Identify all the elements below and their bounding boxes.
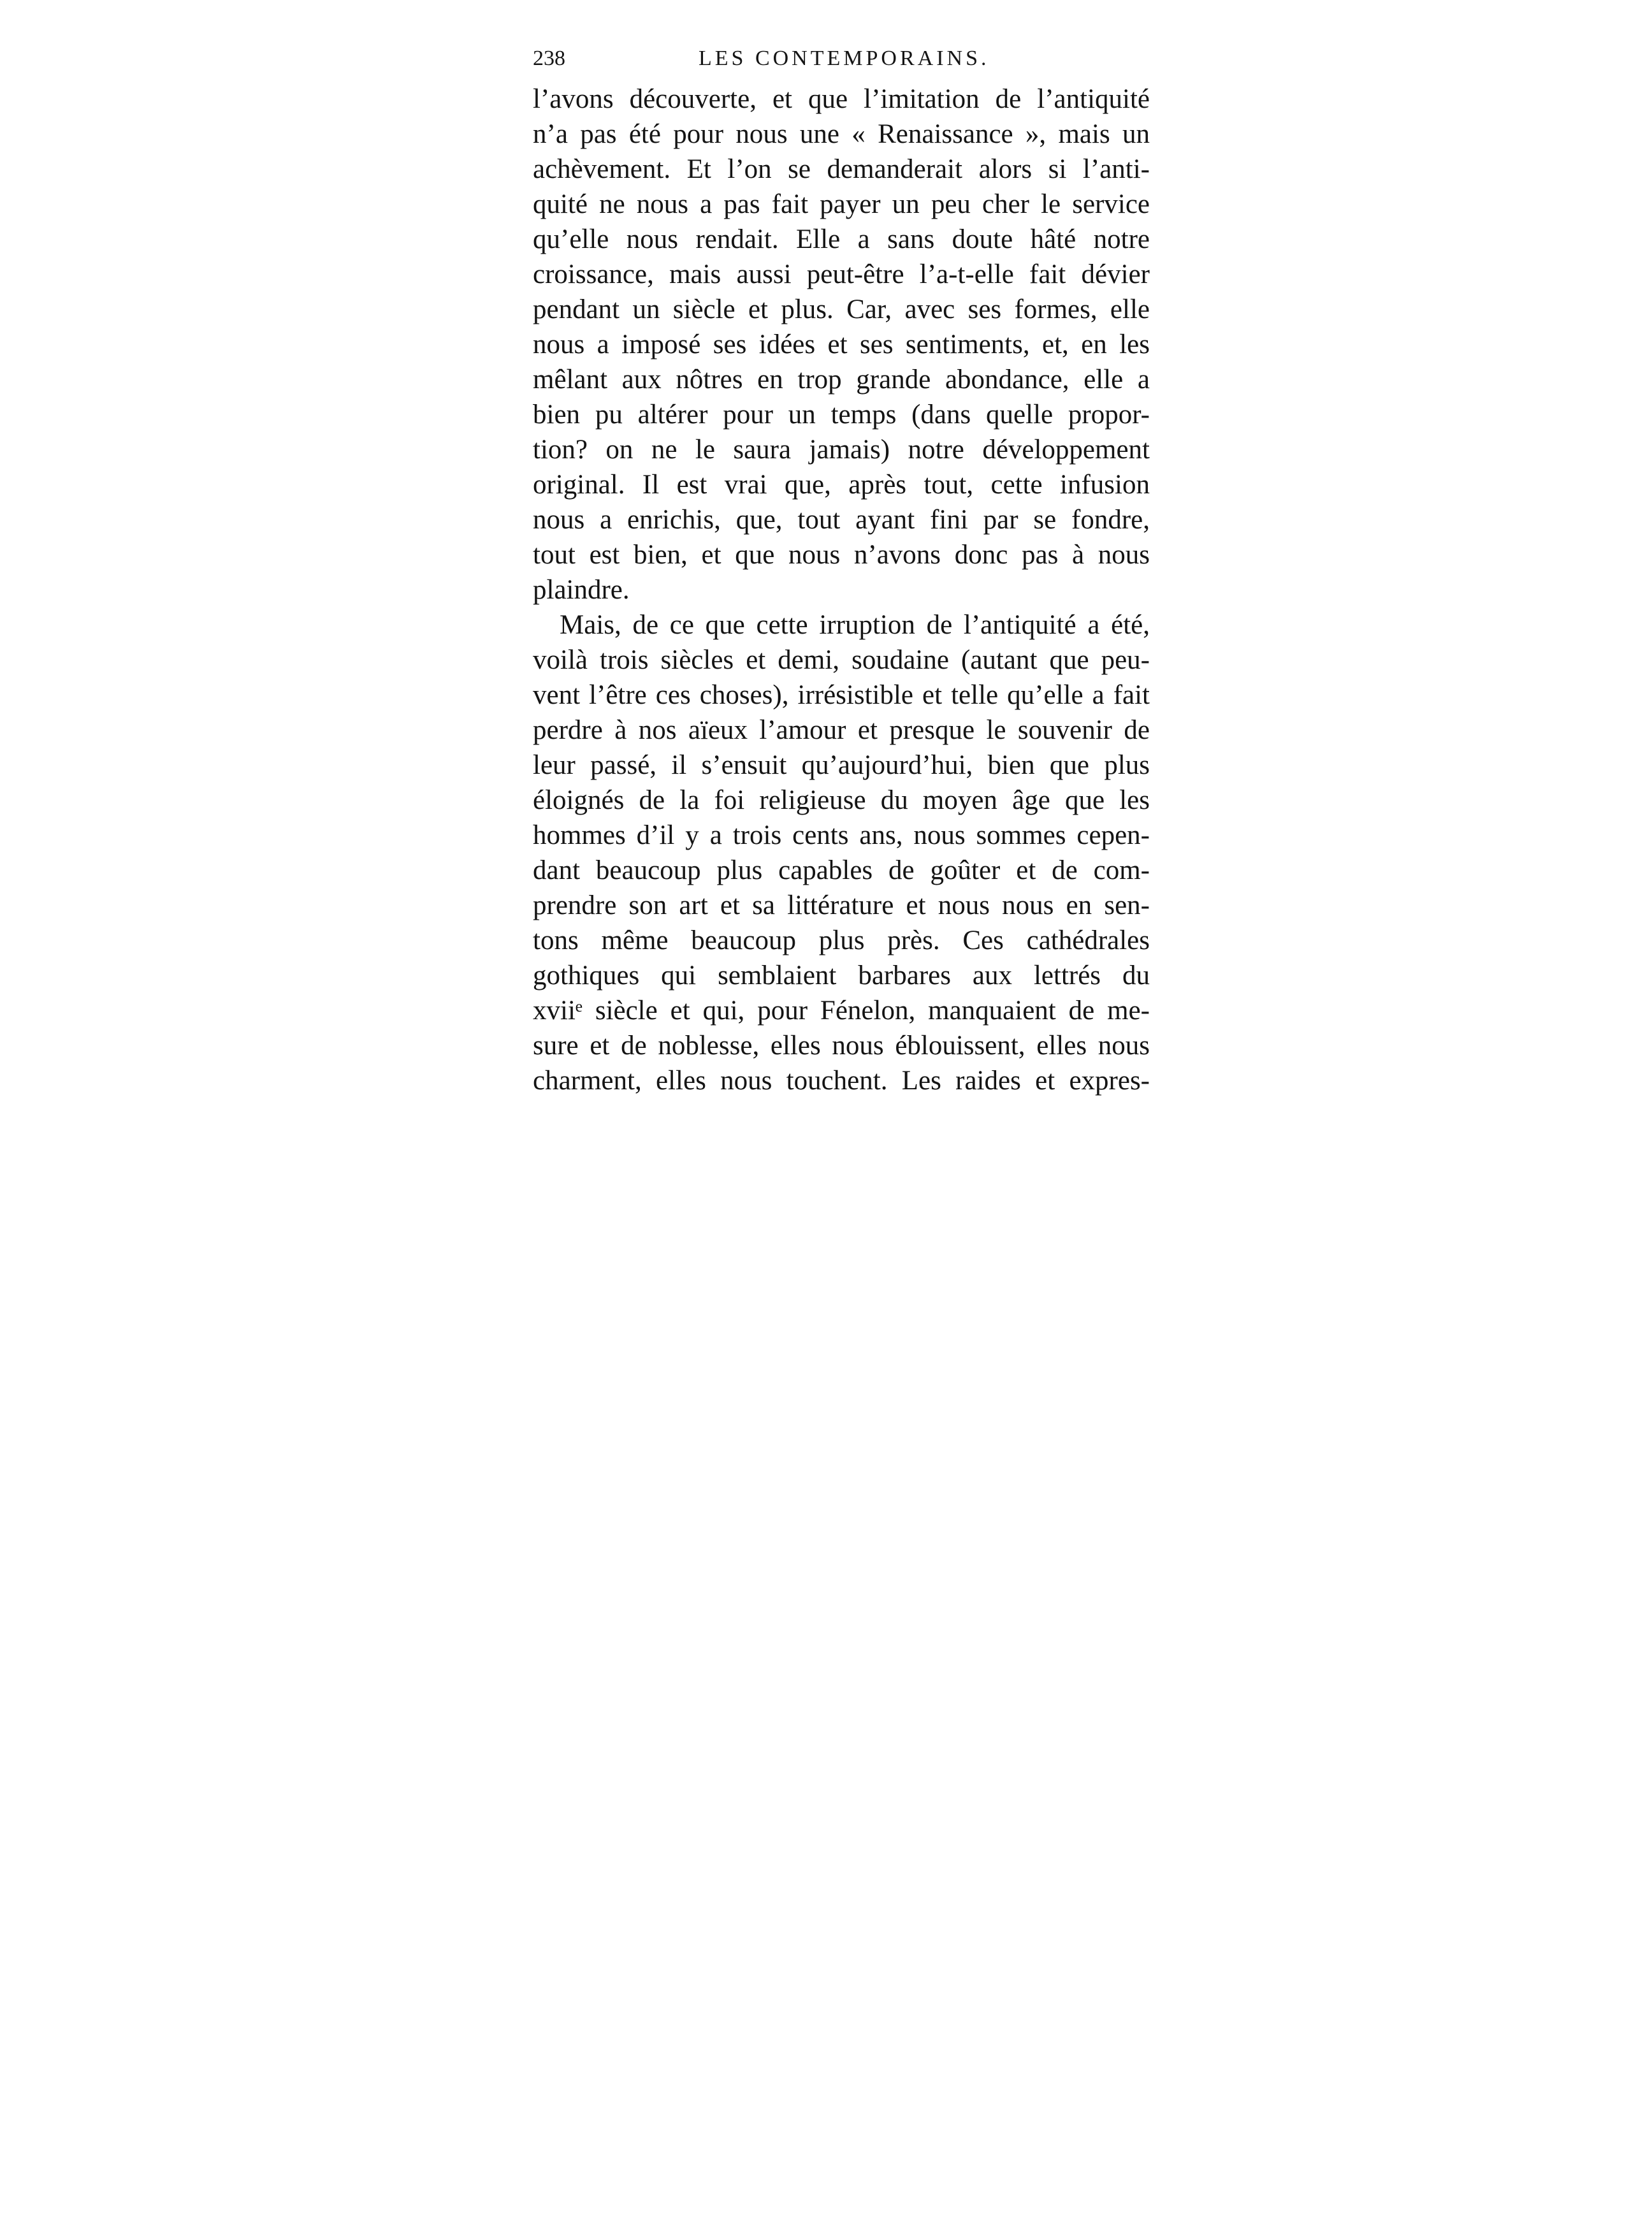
- text-line: nous a enrichis, que, tout ayant fini par se fondre,: [533, 505, 1150, 535]
- text-line: tout est bien, et que nous n’avons donc pas à nous: [533, 540, 1150, 570]
- text-line: qu’elle nous rendait. Elle a sans doute hâté notre: [533, 224, 1150, 254]
- text-line: tons même beaucoup plus près. Ces cathédrales: [533, 926, 1150, 955]
- text-line: leur passé, il s’ensuit qu’aujourd’hui, bien que plus: [533, 750, 1150, 780]
- paragraph: [533, 82, 1150, 607]
- text-line: bien pu altérer pour un temps (dans quelle propor-: [533, 400, 1150, 430]
- text-line: hommes d’il y a trois cents ans, nous sommes cepen-: [533, 820, 1150, 850]
- paragraph: [533, 607, 1150, 1098]
- text-line: plaindre.: [533, 575, 630, 605]
- text-line: original. Il est vrai que, après tout, cette infusion: [533, 470, 1150, 500]
- text-line: prendre son art et sa littérature et nous nous en sen-: [533, 890, 1150, 920]
- text-line: vent l’être ces choses), irrésistible et telle qu’elle a fait: [533, 680, 1150, 710]
- text-line: sure et de noblesse, elles nous éblouissent, elles nous: [533, 1031, 1150, 1061]
- text-line: gothiques qui semblaient barbares aux lettrés du: [533, 961, 1150, 991]
- running-title: LES CONTEMPORAINS.: [699, 47, 990, 70]
- text-line: xviiᵉ siècle et qui, pour Fénelon, manquaient de me-: [533, 996, 1150, 1026]
- running-head: [533, 40, 1150, 78]
- body-text: [533, 82, 1150, 1098]
- text-line: tion? on ne le saura jamais) notre développement: [533, 435, 1150, 465]
- text-line: quité ne nous a pas fait payer un peu cher le service: [533, 189, 1150, 219]
- text-line: Mais, de ce que cette irruption de l’antiquité a été,: [560, 610, 1150, 640]
- text-line: l’avons découverte, et que l’imitation de l’antiquité: [533, 84, 1150, 114]
- text-line: perdre à nos aïeux l’amour et presque le souvenir de: [533, 715, 1150, 745]
- text-line: achèvement. Et l’on se demanderait alors si l’anti-: [533, 154, 1150, 184]
- text-line: pendant un siècle et plus. Car, avec ses formes, elle: [533, 294, 1150, 324]
- text-line: nous a imposé ses idées et ses sentiments, et, en les: [533, 330, 1150, 359]
- text-line: n’a pas été pour nous une « Renaissance », mais un: [533, 119, 1150, 149]
- text-line: voilà trois siècles et demi, soudaine (autant que peu-: [533, 645, 1150, 675]
- page-number: 238: [533, 47, 565, 70]
- text-line: croissance, mais aussi peut-être l’a-t-elle fait dévier: [533, 259, 1150, 289]
- text-line: charment, elles nous touchent. Les raides et expres-: [533, 1066, 1150, 1096]
- text-line: mêlant aux nôtres en trop grande abondance, elle a: [533, 365, 1150, 395]
- text-line: dant beaucoup plus capables de goûter et de com-: [533, 855, 1150, 885]
- text-line: éloignés de la foi religieuse du moyen âge que les: [533, 785, 1150, 815]
